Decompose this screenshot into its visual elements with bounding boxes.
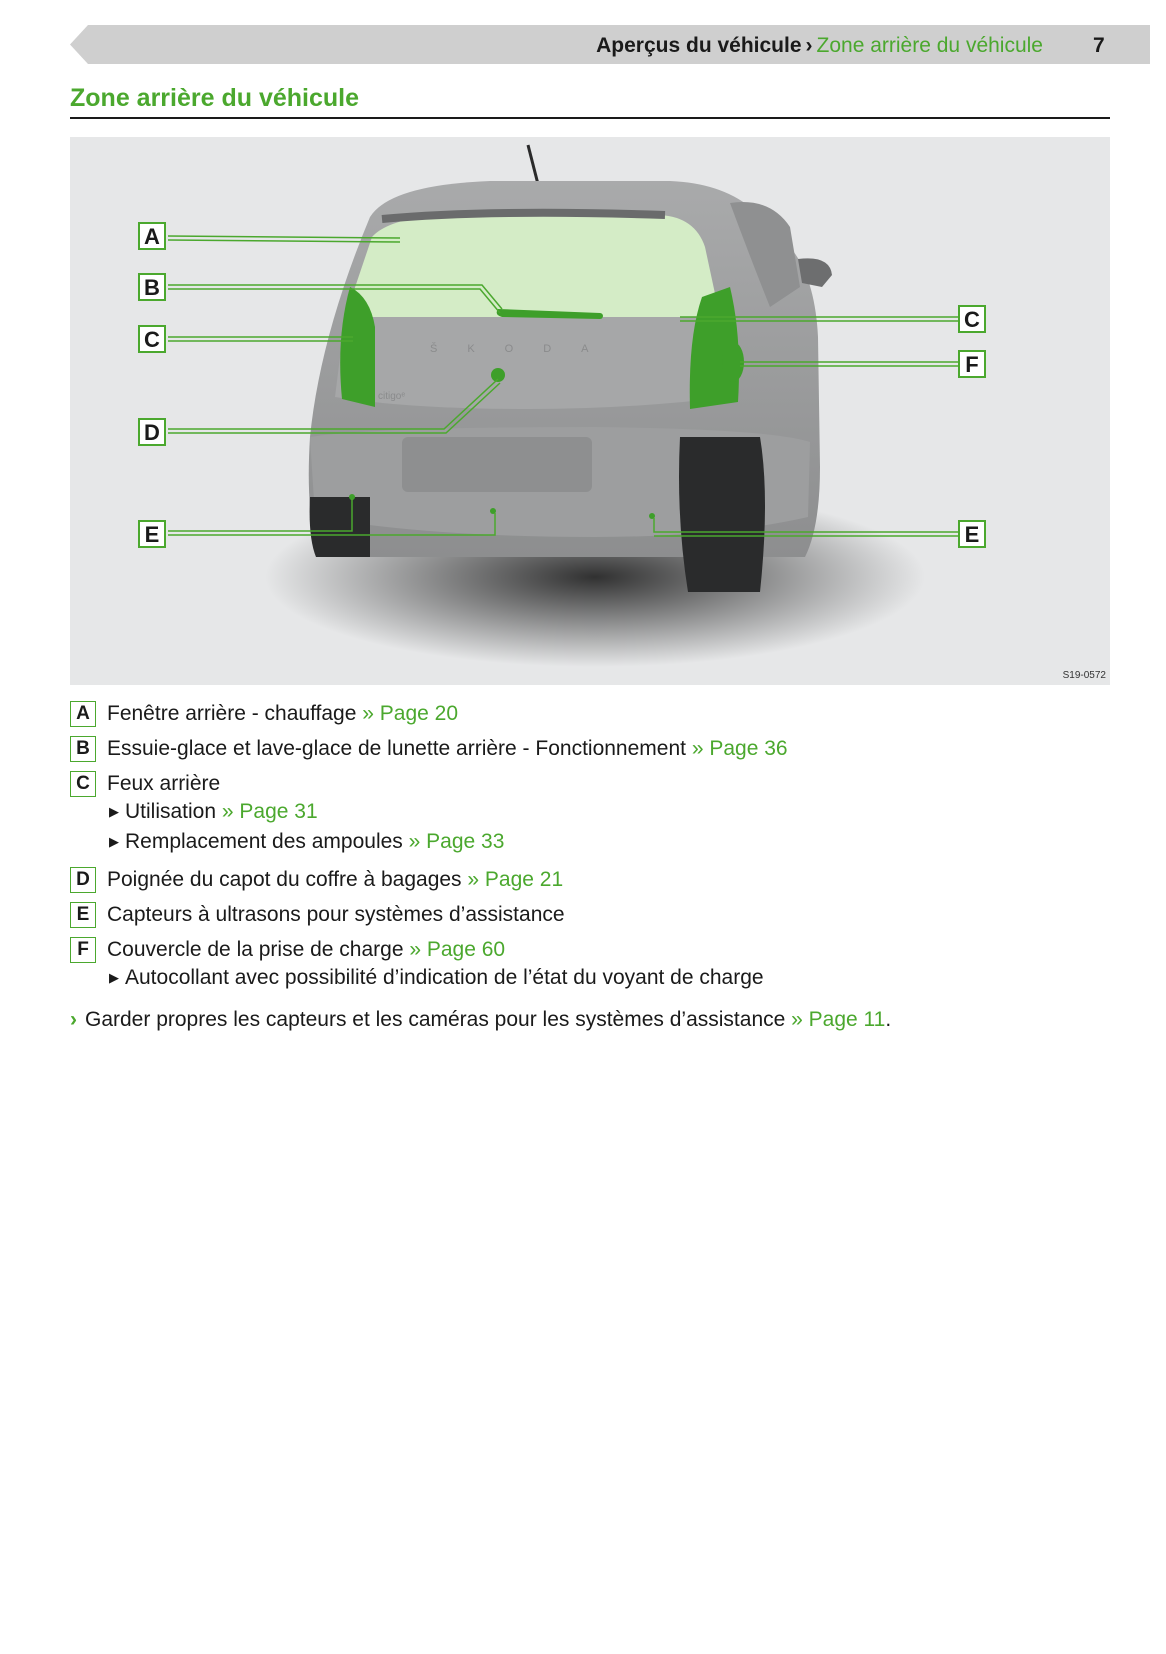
page-link[interactable]: » Page 33 — [408, 830, 505, 853]
page-link[interactable]: » Page 21 — [467, 868, 564, 891]
breadcrumb-separator-icon: › — [805, 34, 813, 57]
legend-text: Essuie-glace et lave-glace de lunette arrière - Fonctionnement — [107, 737, 686, 760]
callout-e-right: E — [958, 520, 986, 548]
vehicle-rear-illustration — [70, 137, 1110, 685]
chevron-right-icon: › — [70, 1008, 77, 1031]
page-number: 7 — [1093, 34, 1105, 57]
legend-text: Couvercle de la prise de charge — [107, 938, 404, 961]
title-divider — [70, 117, 1110, 119]
callout-c-left: C — [138, 325, 166, 353]
triangle-right-icon: ▶ — [109, 970, 119, 985]
legend-subitem-text: Autocollant avec possibilité d’indication de l’état du voyant de charge — [125, 966, 764, 989]
figure-code: S19-0572 — [1062, 670, 1106, 681]
legend-subitem — [109, 830, 504, 854]
legend-item-f — [70, 936, 505, 964]
page-link[interactable]: » Page 36 — [691, 737, 788, 760]
legend-text: Capteurs à ultrasons pour systèmes d’assistance — [107, 903, 565, 926]
page-link[interactable]: » Page 11 — [791, 1008, 886, 1031]
page-link[interactable]: » Page 20 — [362, 702, 459, 725]
callout-a: A — [138, 222, 166, 250]
legend-item-c — [70, 770, 220, 798]
note-text: Garder propres les capteurs et les caméras pour les systèmes d’assistance — [85, 1008, 786, 1031]
breadcrumb-current[interactable]: Zone arrière du véhicule — [816, 34, 1043, 57]
page-title: Zone arrière du véhicule — [70, 84, 359, 112]
legend-letter: E — [70, 902, 96, 928]
callout-b: B — [138, 273, 166, 301]
legend-letter: F — [70, 937, 96, 963]
model-badge: citigoᵉ — [378, 391, 406, 402]
callout-d: D — [138, 418, 166, 446]
legend-item-e — [70, 901, 565, 929]
note-end: . — [885, 1008, 892, 1031]
page-link[interactable]: » Page 31 — [221, 800, 318, 823]
legend-letter: D — [70, 867, 96, 893]
note — [70, 1008, 891, 1032]
vehicle-rear-figure — [70, 137, 1110, 685]
legend-letter: B — [70, 736, 96, 762]
legend-text: Feux arrière — [107, 772, 221, 795]
triangle-right-icon: ▶ — [109, 834, 119, 849]
callout-f: F — [958, 350, 986, 378]
legend-item-b — [70, 735, 788, 763]
breadcrumb-section[interactable]: Aperçus du véhicule — [596, 34, 802, 57]
legend-text: Poignée du capot du coffre à bagages — [107, 868, 462, 891]
breadcrumb — [596, 34, 1043, 58]
skoda-badge: ŠKODA — [430, 343, 619, 355]
callout-c-right: C — [958, 305, 986, 333]
legend-subitem — [109, 800, 318, 824]
legend-item-d — [70, 866, 563, 894]
legend-item-a — [70, 700, 458, 728]
callout-e-left: E — [138, 520, 166, 548]
legend-text: Fenêtre arrière - chauffage — [107, 702, 357, 725]
legend-subitem-text: Utilisation — [125, 800, 217, 823]
legend-letter: A — [70, 701, 96, 727]
page-link[interactable]: » Page 60 — [409, 938, 506, 961]
legend-subitem — [109, 966, 764, 990]
legend-subitem-text: Remplacement des ampoules — [125, 830, 403, 853]
legend-letter: C — [70, 771, 96, 797]
triangle-right-icon: ▶ — [109, 804, 119, 819]
